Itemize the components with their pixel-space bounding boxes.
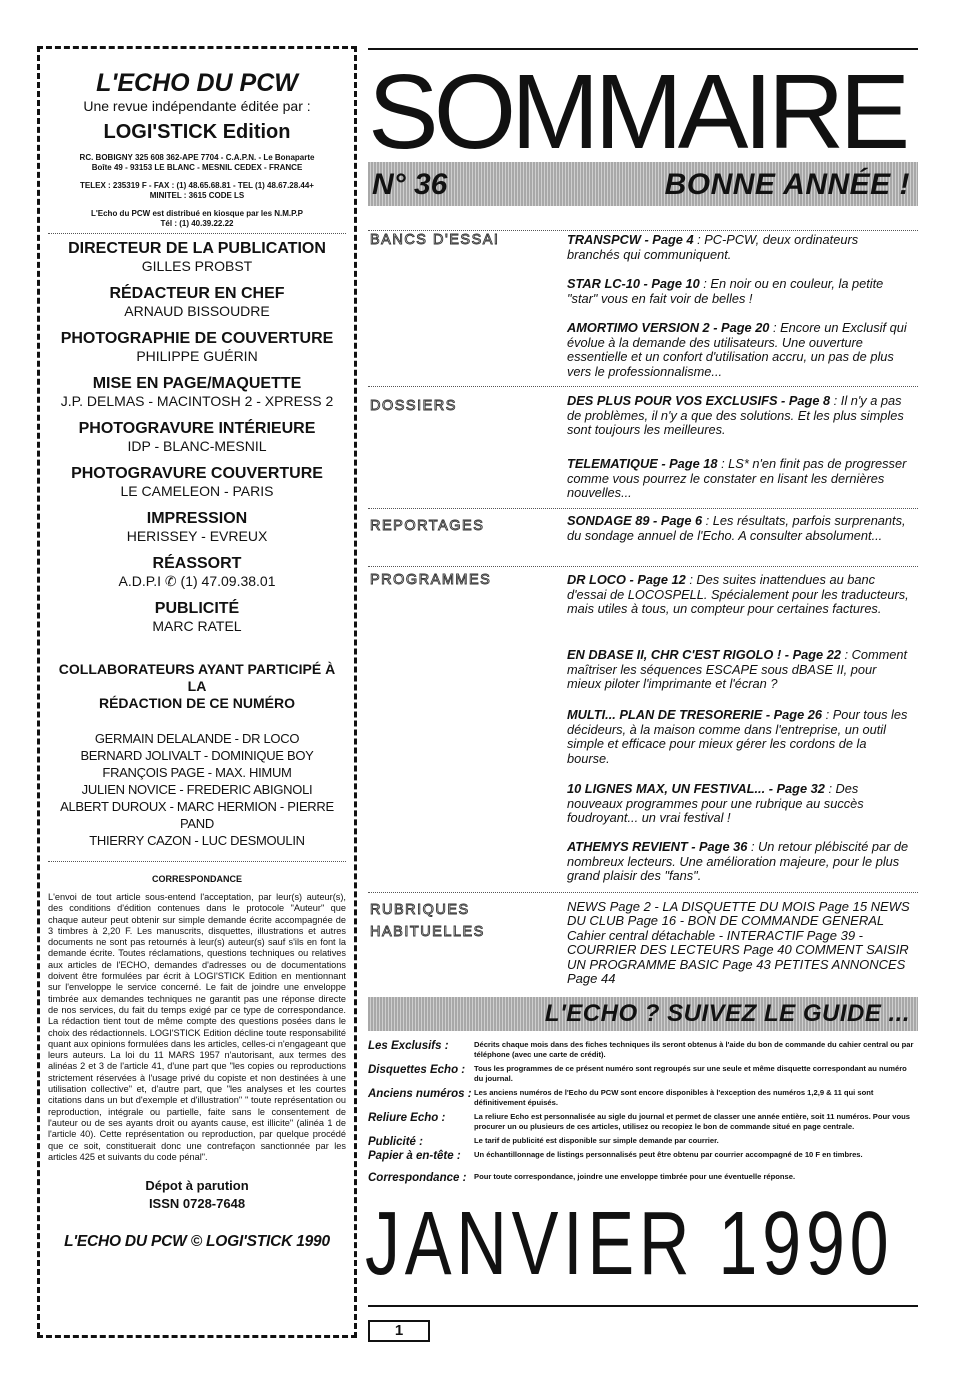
- toc-item: [567, 840, 912, 884]
- credit-role: PHOTOGRAVURE INTÉRIEURE: [78, 420, 316, 437]
- page-number: 1: [368, 1320, 430, 1342]
- toc-item: [567, 233, 912, 262]
- divider: [368, 230, 918, 231]
- credit-role: PUBLICITÉ: [154, 600, 240, 617]
- toc-item-desc: : PC-PCW, deux ordinateurs branchés qui communiquent.: [567, 232, 859, 262]
- toc-item-title: DES PLUS POUR VOS EXCLUSIFS - Page 8: [567, 393, 831, 408]
- toc-item-title: AMORTIMO VERSION 2 - Page 20: [567, 320, 770, 335]
- masthead-title: L'ECHO DU PCW: [96, 69, 298, 97]
- toc-item-title: TELEMATIQUE - Page 18: [567, 456, 718, 471]
- section-rubriques: RUBRIQUES: [370, 902, 470, 918]
- divider: [48, 861, 346, 862]
- toc-item: [567, 277, 912, 306]
- toc-item-desc: : Encore un Exclusif qui évolue à la demande des utilisateurs. Une ouverture essentielle et un confort d'utilisation accru, un pas de plus vers le professionnalisme...: [567, 320, 907, 379]
- collaborator-line: FRANÇOIS PAGE - MAX. HIMUM: [102, 765, 292, 780]
- guide-desc: Le tarif de publicité est disponible sur simple demande par courrier.: [474, 1136, 719, 1145]
- issue-month: JANVIER 1990: [365, 1194, 894, 1294]
- correspondance-text: L'envoi de tout article sous-entend l'acceptation, par leur(s) auteur(s), des conditions d'édition contenues dans le protocole "Auteur" que chaque auteur peut obtenir sur simple demande écrite accompagnée de 3 timbres à 2,20 F. Les manuscrits, disquettes, illustrations et autres documents ne sont pas retournés à leur(s) auteur(s) sauf s'ils en font la demande écrite. Toutes réclamations, questions techniques ou relatives aux articles de l'ECHO, demandes d'adresses ou de documentations doivent être formulées par écrit à LOGI'STICK Edition en mentionnant sur l'enveloppe le service concerné. Le fait de joindre une enveloppe timbrée aux demandes techniques ne garantit pas une réponse directe de nos services, du fait du temps exigé par ce type de correspondance. La rédaction tient tout de même compte des questions posées dans le choix des rédactionnels. LOGI'STICK Edition décline toute responsabilité quant aux opinions formulées dans les articles, celles-ci n'engageant que leurs auteurs. La loi du 11 MARS 1957 n'autorisant, aux termes des alinéas 2 et 3 de l'article 41, d'une part que "les copies ou reproductions strictement réservées à l'usage privé du copiste et non destinées à une utilisation collective" et, d'autre part, que "les analyses et les courtes citations dans un but d'exemple et d'illustration" " toute représentation ou reproduction, intégrale ou partielle, faite sans le consentement de l'auteur ou de ses ayants droit ou ayants cause, est illicite" (alinéa 1 de l'article 40). Cette représentation ou reproduction, par quelque procédé que ce soit, constituerait donc une contrefaçon sanctionnée par les articles 425 et suivants du code pénal".: [48, 892, 346, 1162]
- legal-line: MINITEL : 3615 CODE LS: [149, 191, 245, 200]
- top-rule: [368, 48, 918, 50]
- guide-label: Reliure Echo :: [368, 1112, 446, 1124]
- deposit-line: Dépot à parution: [145, 1178, 249, 1194]
- toc-item-title: 10 LIGNES MAX, UN FESTIVAL... - Page 32: [567, 781, 825, 796]
- credit-name: MARC RATEL: [152, 618, 242, 634]
- issn-line: ISSN 0728-7648: [148, 1196, 246, 1212]
- toc-item-title: STAR LC-10 - Page 10: [567, 276, 700, 291]
- toc-item: [567, 708, 912, 766]
- credit-name: PHILIPPE GUÉRIN: [136, 348, 258, 364]
- guide-label: Correspondance :: [368, 1172, 467, 1184]
- divider: [48, 233, 346, 234]
- credit-role: RÉDACTEUR EN CHEF: [109, 285, 285, 302]
- credit-name: A.D.P.I ✆ (1) 47.09.38.01: [118, 573, 276, 589]
- toc-item-title: ATHEMYS REVIENT - Page 36: [567, 839, 748, 854]
- guide-desc: La reliure Echo est personnalisée au sigle du journal et permet de classer une année entière, soit 11 numéros. Pour vous procurer un ou plusieurs de ces articles, utilisez ou recopiez le bon de commande situé en page centrale.: [474, 1112, 910, 1131]
- footer-copyright: L'ECHO DU PCW © LOGI'STICK 1990: [64, 1233, 330, 1251]
- collaborators-list: [48, 730, 346, 849]
- collaborator-line: THIERRY CAZON - LUC DESMOULIN: [89, 833, 305, 848]
- page-title: SOMMAIRE: [368, 62, 906, 162]
- credit-name: HERISSEY - EVREUX: [126, 528, 268, 544]
- toc-item-desc: : Les résultats, parfois surprenants, du sondage annuel de l'Echo. A consulter absolument...: [567, 513, 906, 543]
- guide-desc: Pour toute correspondance, joindre une enveloppe timbrée pour une éventuelle réponse.: [474, 1172, 796, 1181]
- collaborator-line: ALBERT DUROUX - MARC HERMION - PIERRE PAND: [60, 799, 334, 831]
- toc-item: [567, 321, 912, 379]
- legal-info: [48, 153, 346, 229]
- credit-name: LE CAMELEON - PARIS: [120, 483, 274, 499]
- credit-name: GILLES PROBST: [141, 258, 253, 274]
- legal-line: Tél : (1) 40.39.22.22: [160, 219, 234, 228]
- toc-item-desc: : Il n'y a pas de problèmes, il n'y a que des solutions. Et les plus simples sont toujours les meilleures.: [567, 393, 904, 438]
- toc-item: [567, 514, 912, 543]
- guide-label: Disquettes Echo :: [368, 1064, 466, 1076]
- credit-role: RÉASSORT: [152, 555, 242, 572]
- greeting-text: BONNE ANNÉE !: [664, 168, 910, 201]
- toc-item-title: TRANSPCW - Page 4: [567, 232, 694, 247]
- guide-label: Papier à en-tête :: [368, 1150, 461, 1162]
- toc-item-desc: : Pour tous les décideurs, à la maison comme dans l'entreprise, un outil simple et efficace pour mieux gérer les cordons de la bourse.: [567, 707, 908, 766]
- collaborators-title-line: COLLABORATEURS AYANT PARTICIPÉ À LA: [58, 661, 336, 694]
- toc-item: [567, 573, 912, 617]
- legal-deposit: [48, 1177, 346, 1213]
- collaborators-title-line: RÉDACTION DE CE NUMÉRO: [98, 695, 295, 711]
- legal-line: RC. BOBIGNY 325 608 362-APE 7704 - C.A.P.N. - Le Bonaparte: [79, 153, 315, 162]
- legal-line: L'Echo du PCW est distribué en kiosque par les N.M.P.P: [90, 209, 304, 218]
- divider: [368, 566, 918, 567]
- credit-name: ARNAUD BISSOUDRE: [124, 303, 270, 319]
- divider: [368, 892, 918, 893]
- correspondance-title: CORRESPONDANCE: [151, 874, 242, 884]
- toc-item-desc: : Des suites inattendues au banc d'essai de LOCOSPELL. Spécialement pour les traducteurs, mais utiles à tous, un compteur pour certaines factures.: [567, 572, 909, 617]
- credit-name: IDP - BLANC-MESNIL: [127, 438, 267, 454]
- guide-label: Publicité :: [368, 1136, 423, 1148]
- section-dossiers: DOSSIERS: [370, 398, 457, 414]
- credit-name: J.P. DELMAS - MACINTOSH 2 - XPRESS 2: [60, 393, 334, 409]
- credit-role: PHOTOGRAVURE COUVERTURE: [71, 465, 323, 482]
- toc-item-desc: : Des nouveaux programmes pour une rubrique au succès foudroyant... un vrai festival !: [567, 781, 864, 826]
- collaborator-line: GERMAIN DELALANDE - DR LOCO: [94, 731, 300, 746]
- masthead-subtitle: Une revue indépendante éditée par :: [83, 98, 311, 114]
- toc-item: [567, 782, 912, 826]
- toc-item-title: MULTI... PLAN DE TRESORERIE - Page 26: [567, 707, 823, 722]
- section-reportages: REPORTAGES: [370, 518, 485, 534]
- legal-line: Boîte 49 - 93153 LE BLANC - MESNIL CEDEX - FRANCE: [91, 163, 303, 172]
- issue-number: N° 36: [372, 168, 448, 201]
- toc-item-desc: : LS* n'en finit pas de progresser comme vous pourrez le constater en lisant les dernières nouvelles...: [567, 456, 907, 501]
- collaborator-line: JULIEN NOVICE - FREDERIC ABIGNOLI: [81, 782, 313, 797]
- credit-role: PHOTOGRAPHIE DE COUVERTURE: [60, 330, 334, 347]
- bottom-rule: [368, 1305, 918, 1307]
- toc-item-title: DR LOCO - Page 12: [567, 572, 686, 587]
- legal-line: TELEX : 235319 F - FAX : (1) 48.65.68.81 - TEL (1) 48.67.28.44+: [80, 181, 314, 190]
- toc-item: [567, 394, 912, 438]
- toc-item-title: EN DBASE II, CHR C'EST RIGOLO ! - Page 22: [567, 647, 841, 662]
- rubriques-list: NEWS Page 2 - LA DISQUETTE DU MOIS Page 15 NEWS DU CLUB Page 16 - BON DE COMMANDE GENERAL Cahier central détachable - INTERACTIF Page 39 - COURRIER DES LECTEURS Page 40 COMMENT SAISIR UN PROGRAMME BASIC Page 43 PETITES ANNONCES Page 44: [567, 899, 910, 987]
- colophon-box: [37, 46, 357, 1338]
- masthead-publisher: LOGI'STICK Edition: [103, 121, 291, 143]
- toc-item: [567, 648, 912, 692]
- guide-desc: Un échantillonnage de listings personnalisés peut être obtenu par courrier accompagné de 10 F en timbres.: [474, 1150, 863, 1159]
- collaborator-line: BERNARD JOLIVALT - DOMINIQUE BOY: [80, 748, 314, 763]
- guide-desc: Tous les programmes de ce présent numéro sont regroupés sur une seule et même disquette correspondant au numéro du journal.: [474, 1064, 907, 1083]
- section-bancs-essai: BANCS D'ESSAI: [370, 232, 500, 248]
- credit-role: MISE EN PAGE/MAQUETTE: [92, 375, 302, 392]
- collaborators-title: [48, 661, 346, 712]
- divider: [368, 386, 918, 387]
- toc-item-desc: : Comment maîtriser les séquences ESCAPE sous dBASE II, pour mieux piloter l'imprimante et l'écran ?: [567, 647, 908, 692]
- guide-desc: Décrits chaque mois dans des fiches techniques ils seront obtenus à l'aide du bon de commande du cahier central ou par téléphone (avec une carte de crédit).: [474, 1040, 914, 1059]
- credit-role: DIRECTEUR DE LA PUBLICATION: [68, 240, 326, 257]
- toc-item: [567, 457, 912, 501]
- section-programmes: PROGRAMMES: [370, 572, 492, 588]
- guide-title: L'ECHO ? SUIVEZ LE GUIDE ...: [544, 1000, 910, 1027]
- toc-item-desc: : Un retour plébiscité par de nombreux lecteurs. Une amélioration majeure, pour le plus grand plaisir des "fans".: [567, 839, 909, 884]
- guide-desc: Les anciens numéros de l'Echo du PCW sont encore disponibles à l'exception des numéros 1,2,9 & 11 qui sont définitivement épuisés.: [474, 1088, 874, 1107]
- toc-item-title: SONDAGE 89 - Page 6: [567, 513, 703, 528]
- guide-label: Anciens numéros :: [368, 1088, 472, 1100]
- credit-role: IMPRESSION: [146, 510, 248, 527]
- credits-list: [48, 240, 346, 635]
- divider: [368, 508, 918, 509]
- section-habituelles: HABITUELLES: [370, 924, 485, 940]
- toc-item-desc: : En noir ou en couleur, la petite "star" vous en fait voir de belles !: [567, 276, 884, 306]
- guide-label: Les Exclusifs :: [368, 1040, 449, 1052]
